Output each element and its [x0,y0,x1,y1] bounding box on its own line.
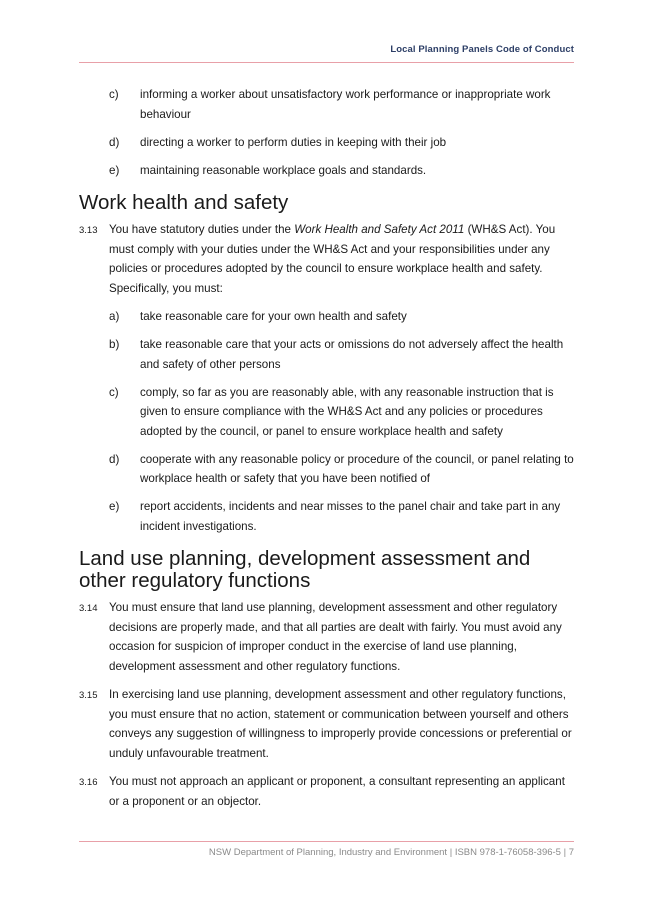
page-footer: NSW Department of Planning, Industry and Environment | ISBN 978-1-76058-396-5 | 7 [208,847,574,858]
clause-3-15 [79,685,574,763]
list-item-text: report accidents, incidents and near misses to the panel chair and take part in any incident investigations. [140,500,561,533]
clause-3-14 [79,598,574,676]
footer-divider [79,841,574,842]
clause-number: 3.14 [79,603,98,614]
clause-text-post: (WH&S Act). You must comply with your duties under the WH&S Act and your responsibilities under any policies or procedures adopted by the council to ensure workplace health and safety. Specifically, you must: [109,223,556,295]
clause-number: 3.13 [79,225,98,236]
list-item-text: take reasonable care that your acts or omissions do not adversely affect the health and safety of other persons [140,338,564,371]
clause-text [109,220,574,298]
list-item-letter: c) [109,88,119,101]
list-item [79,307,574,327]
clause-text: In exercising land use planning, development assessment and other regulatory functions, you must ensure that no action, statement or communication between yourself and others conveys any suggestion of willingness to improperly provide concessions or preferential or unduly unfavourable treatment. [109,688,572,760]
clause-number: 3.16 [79,777,98,788]
page-body [79,85,574,820]
list-item [79,133,574,153]
list-item-letter: a) [109,310,120,323]
header-divider [79,62,574,63]
clause-text: You must ensure that land use planning, development assessment and other regulatory decisions are properly made, and that all parties are dealt with fairly. You must avoid any occasion for suspicion of improper conduct in the exercise of land use planning, development assessment and other regulatory functions. [109,601,562,673]
section-heading-work-health-safety: Work health and safety [79,191,289,214]
list-item [79,450,574,489]
list-item-text: comply, so far as you are reasonably able, with any reasonable instruction that is given to ensure compliance with the WH&S Act and any policies or procedures adopted by the council, or panel to ensure workplace health and safety [140,385,554,438]
list-item [79,383,574,442]
list-item-letter: d) [109,135,120,149]
list-item-letter: d) [109,452,120,466]
act-title: Work Health and Safety Act 2011 [294,223,465,236]
list-item-text: directing a worker to perform duties in keeping with their job [140,135,447,149]
list-item-text: take reasonable care for your own health and safety [140,310,407,323]
clause-text-pre: You have statutory duties under the [109,223,295,236]
clause-number: 3.15 [79,690,98,701]
list-item-text: informing a worker about unsatisfactory work performance or inappropriate work behaviour [140,88,551,121]
list-item [79,497,574,536]
list-item [79,85,574,124]
clause-text: You must not approach an applicant or proponent, a consultant representing an applicant or a proponent or an objector. [109,775,565,808]
running-header-title: Local Planning Panels Code of Conduct [390,44,574,55]
list-item-text: cooperate with any reasonable policy or procedure of the council, or panel relating to workplace health or safety that you have been notified of [140,452,574,485]
section-heading-land-use-planning: Land use planning, development assessment and other regulatory functions [79,547,531,592]
list-item [79,161,574,181]
list-item-letter: c) [109,385,119,399]
list-item-letter: e) [109,163,120,177]
clause-3-16 [79,772,574,811]
list-item-text: maintaining reasonable workplace goals and standards. [140,163,427,177]
list-item-letter: e) [109,500,120,513]
list-item-letter: b) [109,338,120,351]
list-item [79,335,574,374]
clause-3-13 [79,220,574,298]
